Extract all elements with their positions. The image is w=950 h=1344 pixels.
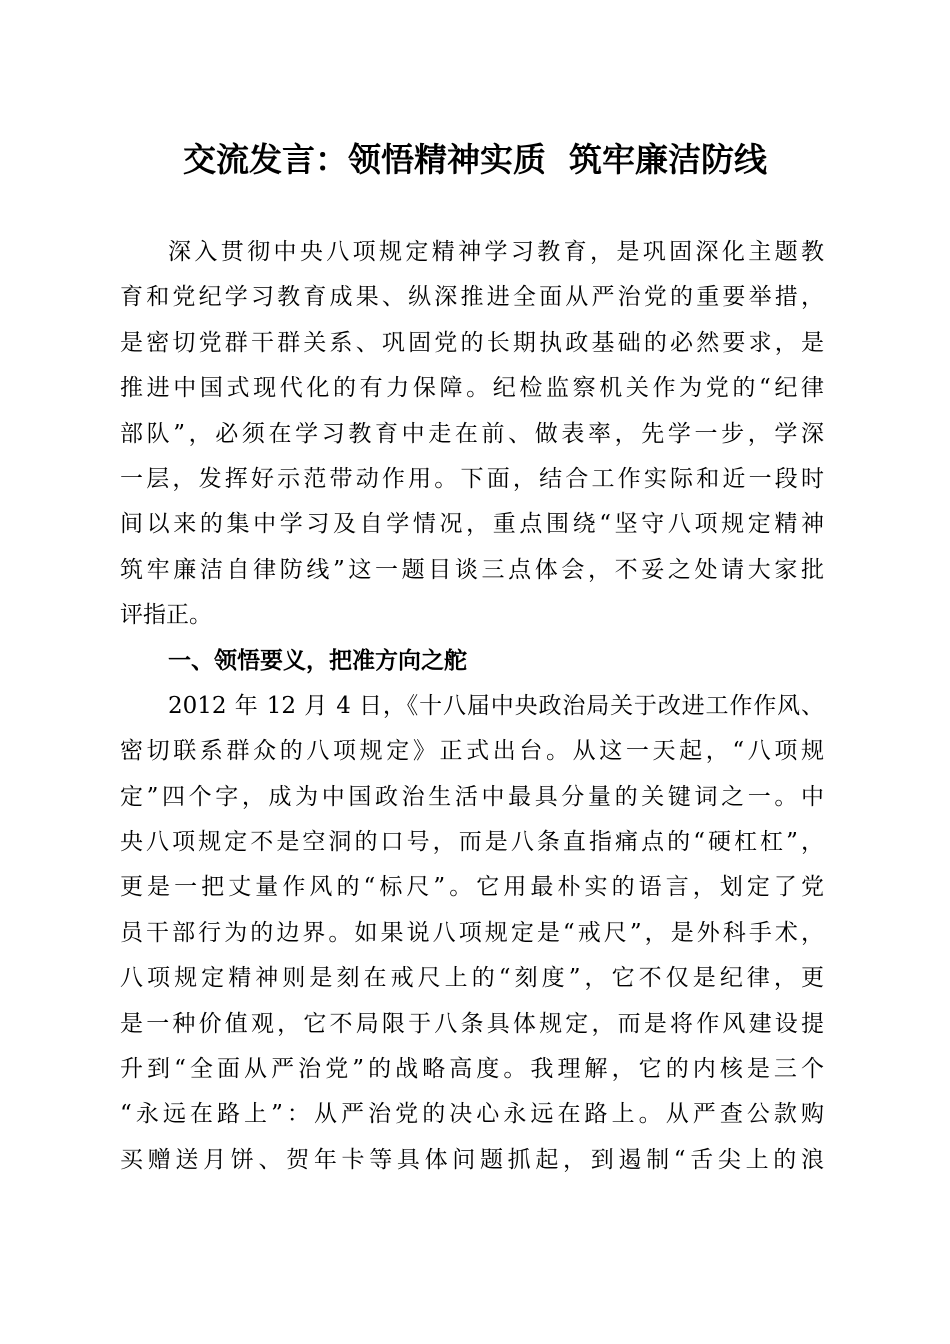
page-title: 交流发言：领悟精神实质 筑牢廉洁防线: [183, 140, 767, 179]
document-body: [120, 230, 824, 1183]
text-line: 2012 年 12 月 4 日，《十八届中央政治局关于改进工作作风、: [168, 692, 824, 719]
text-line: 推进中国式现代化的有力保障。纪检监察机关作为党的“纪律: [120, 375, 824, 402]
text-line: 密切联系群众的八项规定》正式出台。从这一天起，“八项规: [120, 738, 824, 765]
text-line: 更是一把丈量作风的“标尺”。它用最朴实的语言，划定了党: [120, 874, 824, 901]
text-line: 评指正。: [120, 602, 212, 629]
text-line: 升到“全面从严治党”的战略高度。我理解，它的内核是三个: [120, 1056, 824, 1083]
text-line: 育和党纪学习教育成果、纵深推进全面从严治党的重要举措，: [120, 284, 824, 311]
text-line: “永远在路上”：从严治党的决心永远在路上。从严查公款购: [120, 1101, 824, 1128]
paragraph-section1: [120, 684, 824, 1183]
text-line: 买赠送月饼、贺年卡等具体问题抓起，到遏制“舌尖上的浪: [120, 1146, 824, 1173]
text-line: 员干部行为的边界。如果说八项规定是“戒尺”，是外科手术，: [120, 919, 824, 946]
paragraph-intro: [120, 230, 824, 639]
section-heading: 一、领悟要义，把准方向之舵: [168, 647, 467, 674]
text-line: 定”四个字，成为中国政治生活中最具分量的关键词之一。中: [120, 783, 824, 810]
text-line: 部队”，必须在学习教育中走在前、做表率，先学一步，学深: [120, 420, 824, 447]
text-line: 央八项规定不是空洞的口号，而是八条直指痛点的“硬杠杠”，: [120, 829, 824, 856]
text-line: 是密切党群干群关系、巩固党的长期执政基础的必然要求，是: [120, 329, 824, 356]
text-line: 间以来的集中学习及自学情况，重点围绕“坚守八项规定精神: [120, 511, 824, 538]
text-line: 深入贯彻中央八项规定精神学习教育，是巩固深化主题教: [168, 239, 824, 265]
text-line: 筑牢廉洁自律防线”这一题目谈三点体会，不妥之处请大家批: [120, 556, 824, 583]
text-line: 是一种价值观，它不局限于八条具体规定，而是将作风建设提: [120, 1010, 824, 1037]
text-line: 八项规定精神则是刻在戒尺上的“刻度”，它不仅是纪律，更: [120, 965, 824, 992]
text-line: 一层，发挥好示范带动作用。下面，结合工作实际和近一段时: [120, 465, 824, 492]
